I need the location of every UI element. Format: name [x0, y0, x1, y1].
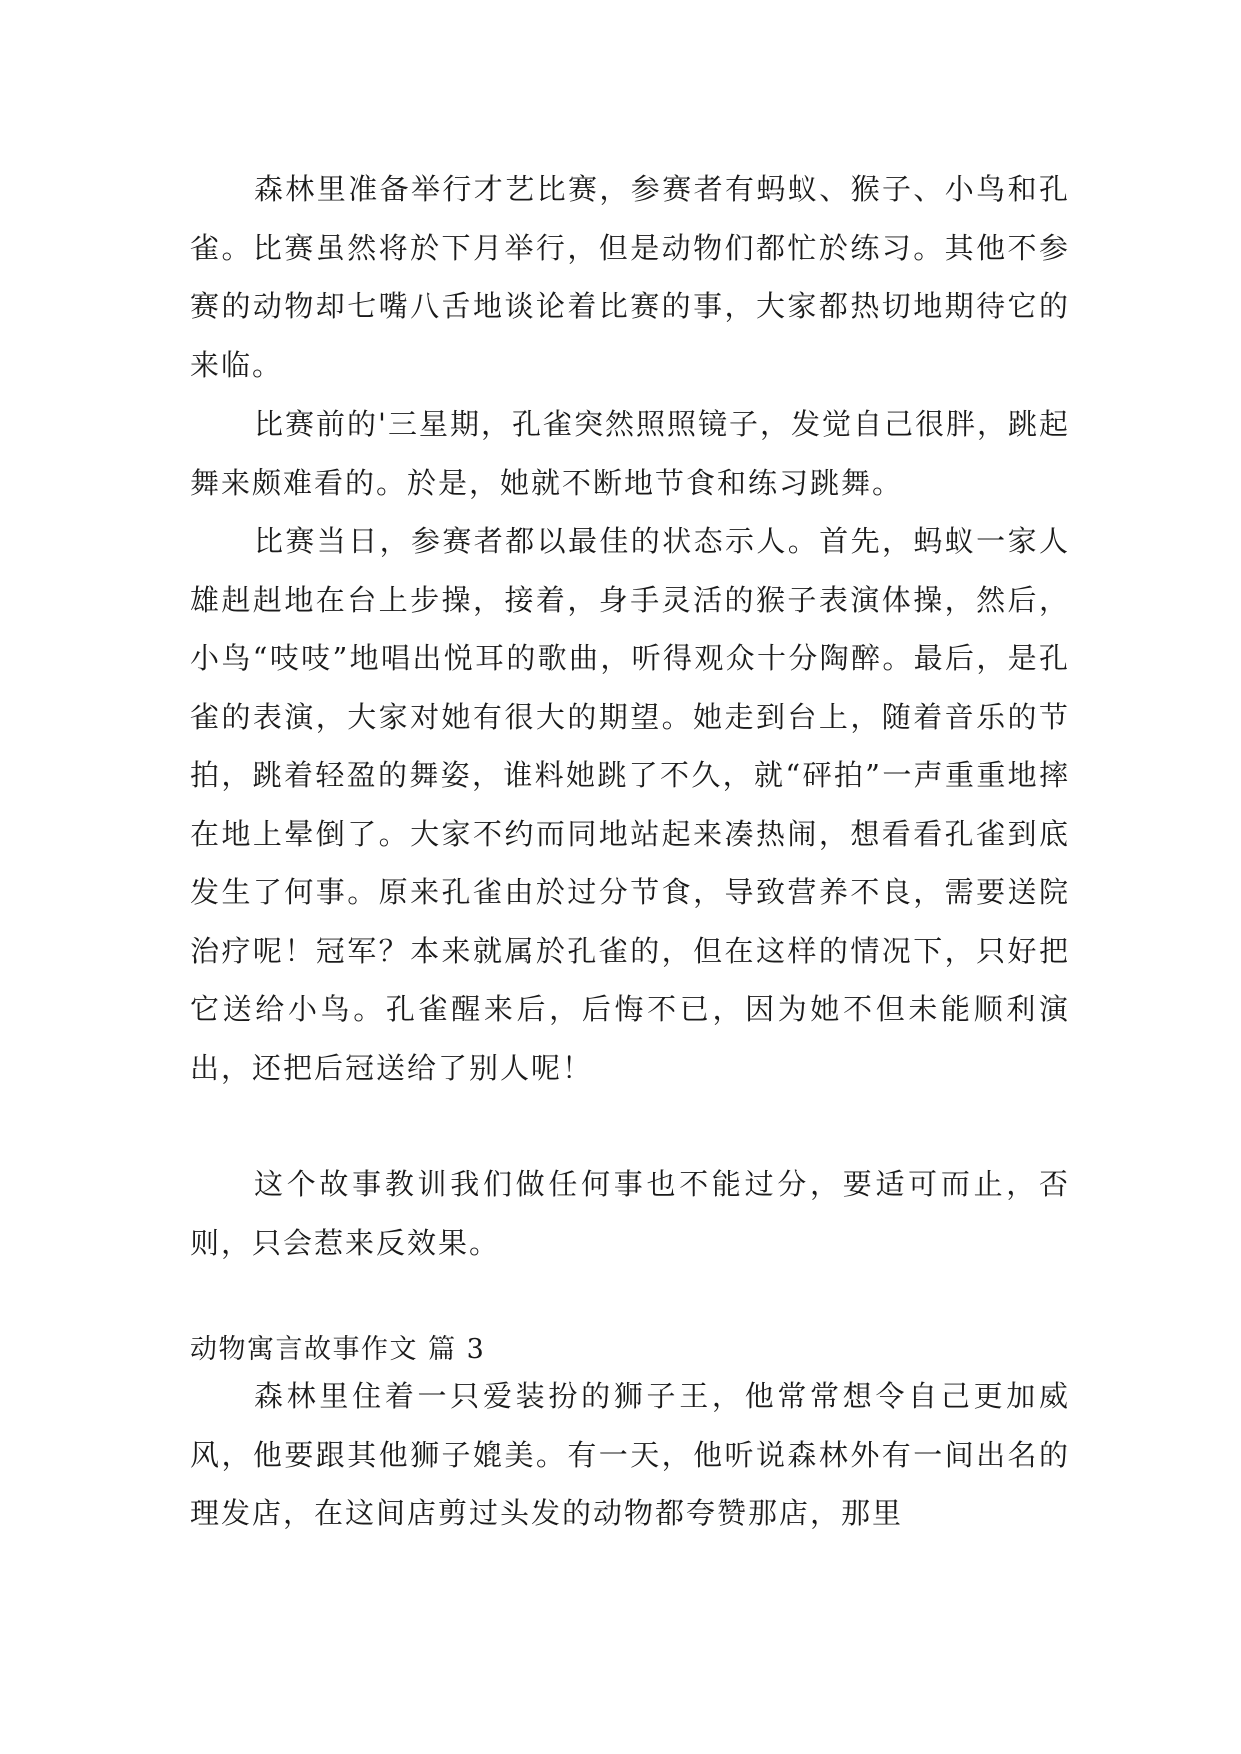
- section-heading: 动物寓言故事作文 篇 3: [190, 1334, 486, 1365]
- story-paragraph: 森林里住着一只爱装扮的狮子王，他常常想令自己更加威风，他要跟其他狮子媲美。有一天，他听说森林外有一间出名的理发店，在这间店剪过头发的动物都夸赞那店，那里: [190, 1379, 1070, 1530]
- story-paragraph: 比赛当日，参赛者都以最佳的状态示人。首先，蚂蚁一家人雄赳赳地在台上步操，接着，身手灵活的猴子表演体操，然后，小鸟“吱吱”地唱出悦耳的歌曲，听得观众十分陶醉。最后，是孔雀的表演，大家对她有很大的期望。她走到台上，随着音乐的节拍，跳着轻盈的舞姿，谁料她跳了不久，就“砰拍”一声重重地摔在地上晕倒了。大家不约而同地站起来凑热闹，想看看孔雀到底发生了何事。原来孔雀由於过分节食，导致营养不良，需要送院治疗呢！冠军？本来就属於孔雀的，但在这样的情况下，只好把它送给小鸟。孔雀醒来后，后悔不已，因为她不但未能顺利演出，还把后冠送给了别人呢！: [190, 524, 1070, 1085]
- document-page: [190, 0, 1070, 1754]
- story-paragraph: 森林里准备举行才艺比赛，参赛者有蚂蚁、猴子、小鸟和孔雀。比赛虽然将於下月举行，但是动物们都忙於练习。其他不参赛的动物却七嘴八舌地谈论着比赛的事，大家都热切地期待它的来临。: [190, 172, 1070, 382]
- story-paragraph: 这个故事教训我们做任何事也不能过分，要适可而止，否则，只会惹来反效果。: [190, 1167, 1070, 1260]
- story-paragraph: 比赛前的'三星期，孔雀突然照照镜子，发觉自己很胖，跳起舞来颇难看的。於是，她就不断地节食和练习跳舞。: [190, 407, 1070, 500]
